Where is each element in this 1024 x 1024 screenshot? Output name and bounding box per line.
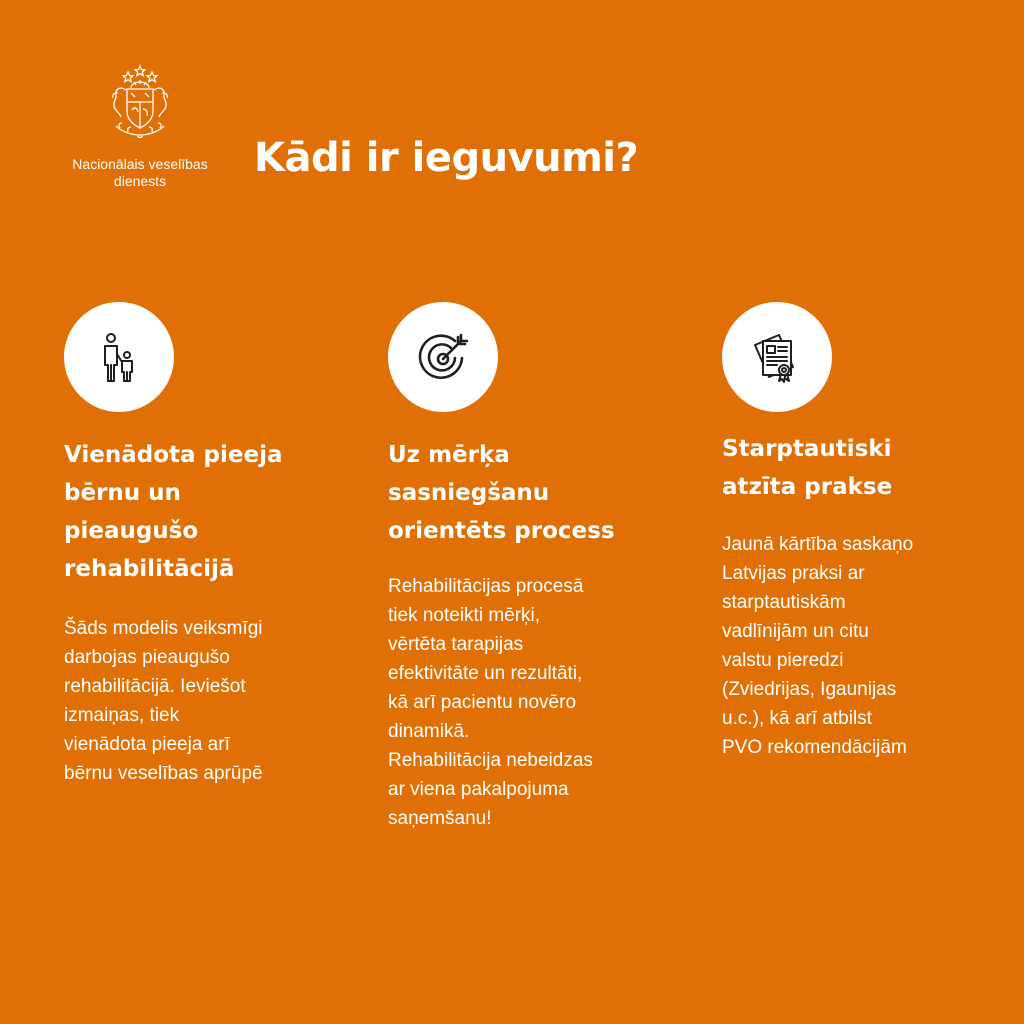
benefit-description-line: u.c.), kā arī atbilst bbox=[722, 708, 872, 729]
benefit-heading-line: Uz mērķa bbox=[388, 442, 510, 468]
benefit-heading-line: rehabilitācijā bbox=[64, 556, 235, 582]
organization-logo bbox=[60, 60, 220, 190]
icon-circle bbox=[388, 302, 498, 412]
benefit-description-line: Latvijas praksi ar bbox=[722, 563, 865, 584]
latvia-coat-of-arms-icon bbox=[98, 60, 182, 144]
benefit-description-line: efektivitāte un rezultāti, bbox=[388, 663, 583, 684]
benefit-heading bbox=[388, 436, 658, 550]
benefit-description-line: vadlīnijām un citu bbox=[722, 621, 869, 642]
benefit-heading bbox=[722, 430, 992, 506]
parent-child-icon bbox=[91, 329, 147, 385]
benefit-description-line: saņemšanu! bbox=[388, 808, 492, 829]
benefit-heading-line: Starptautiski bbox=[722, 436, 892, 462]
organization-name-line: dienests bbox=[113, 173, 167, 189]
benefit-description-line: darbojas pieaugušo bbox=[64, 647, 230, 668]
icon-circle bbox=[722, 302, 832, 412]
benefit-description-line: kā arī pacientu novēro bbox=[388, 692, 577, 713]
benefit-heading-line: bērnu un bbox=[64, 480, 181, 506]
benefit-description-line: tiek noteikti mērķi, bbox=[388, 605, 541, 626]
benefit-description-line: Šāds modelis veiksmīgi bbox=[64, 618, 263, 639]
benefit-description-line: rehabilitācijā. Ieviešot bbox=[64, 676, 246, 697]
benefit-heading bbox=[64, 436, 334, 588]
benefit-description bbox=[388, 572, 628, 833]
benefit-heading-line: orientēts process bbox=[388, 518, 615, 544]
benefit-description-line: izmaiņas, tiek bbox=[64, 705, 180, 726]
benefit-description-line: starptautiskām bbox=[722, 592, 846, 613]
benefit-description-line: Rehabilitācija nebeidzas bbox=[388, 750, 593, 771]
benefit-description bbox=[722, 530, 952, 762]
benefit-column-goal-oriented bbox=[388, 302, 658, 833]
benefit-description-line: PVO rekomendācijām bbox=[722, 737, 907, 758]
benefit-description bbox=[64, 614, 304, 788]
organization-name bbox=[60, 156, 220, 190]
benefit-description-line: vienādota pieeja arī bbox=[64, 734, 230, 755]
benefit-description-line: (Zviedrijas, Igaunijas bbox=[722, 679, 897, 700]
benefit-description-line: vērtēta tarapijas bbox=[388, 634, 524, 655]
target-arrow-icon bbox=[415, 329, 471, 385]
benefit-description-line: ar viena pakalpojuma bbox=[388, 779, 569, 800]
benefit-heading-line: sasniegšanu bbox=[388, 480, 550, 506]
benefit-heading-line: pieaugušo bbox=[64, 518, 199, 544]
icon-circle bbox=[64, 302, 174, 412]
benefit-description-line: dinamikā. bbox=[388, 721, 470, 742]
page-title: Kādi ir ieguvumi? bbox=[254, 135, 639, 181]
organization-name-line: Nacionālais veselības bbox=[72, 156, 208, 172]
benefit-description-line: Jaunā kārtība saskaņo bbox=[722, 534, 914, 555]
benefit-description-line: bērnu veselības aprūpē bbox=[64, 763, 263, 784]
benefit-column-international-practice bbox=[722, 302, 992, 762]
benefit-heading-line: atzīta prakse bbox=[722, 474, 893, 500]
benefit-description-line: Rehabilitācijas procesā bbox=[388, 576, 584, 597]
benefit-heading-line: Vienādota pieeja bbox=[64, 442, 283, 468]
benefit-description-line: valstu pieredzi bbox=[722, 650, 844, 671]
benefit-column-unified-approach bbox=[64, 302, 334, 788]
certificate-icon bbox=[749, 329, 805, 385]
